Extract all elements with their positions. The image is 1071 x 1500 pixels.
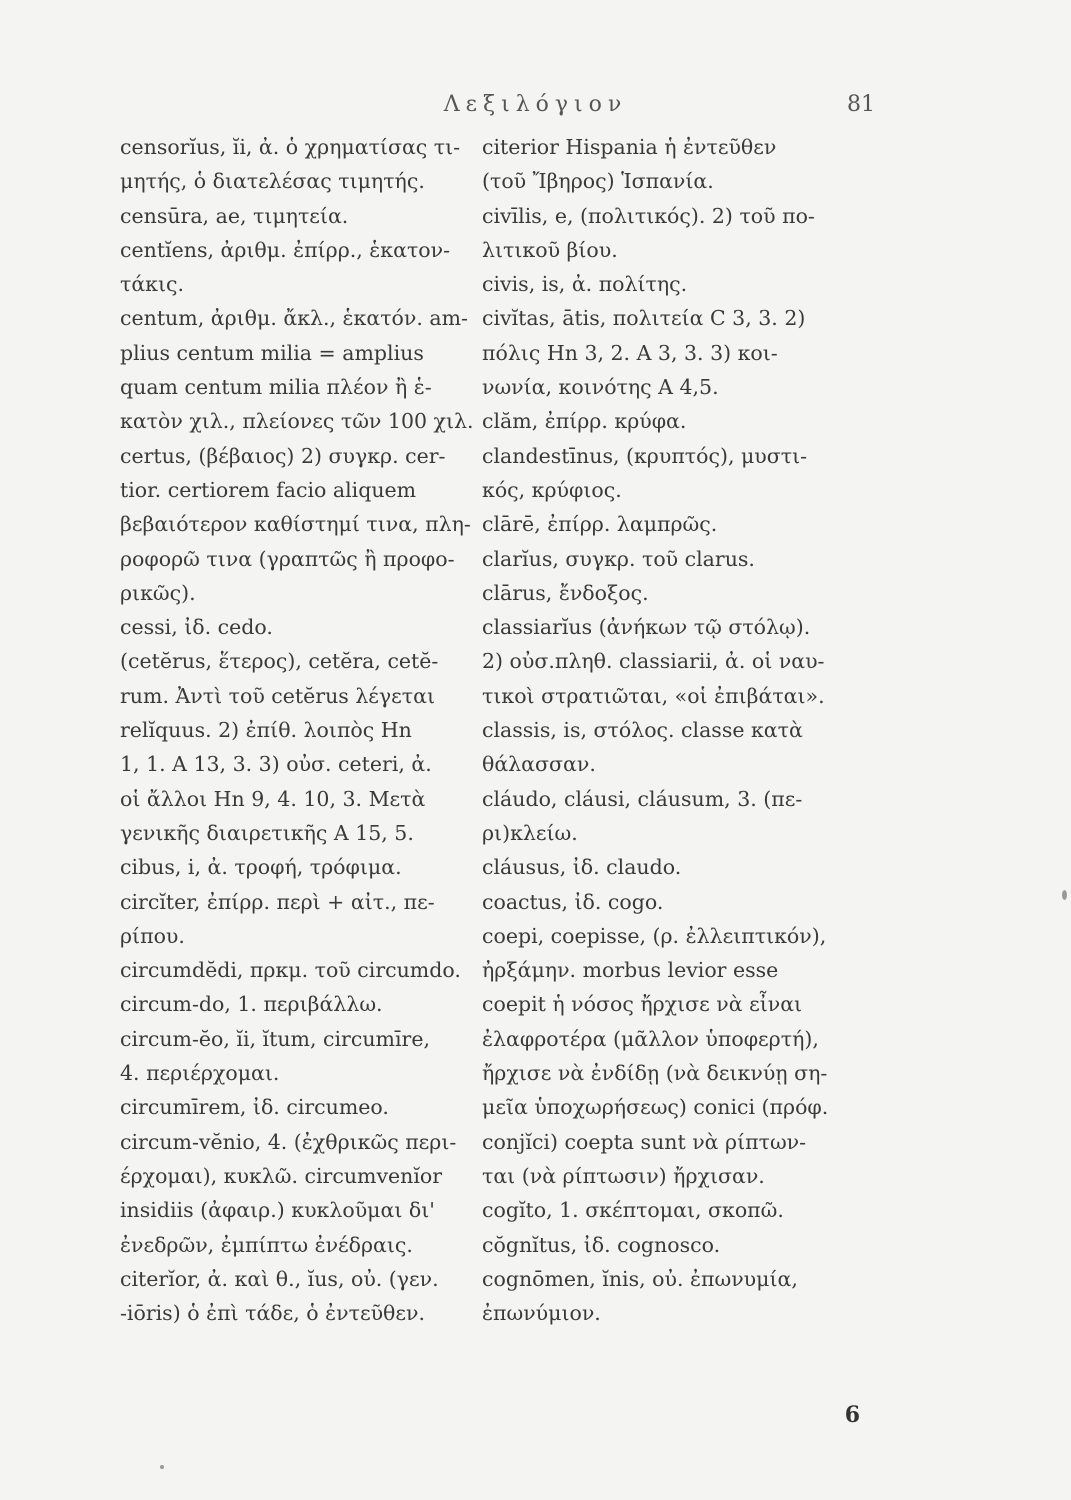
entry-line: ρικῶς). — [120, 580, 196, 605]
entry-line: μητής, ὁ διατελέσας τιμητής. — [120, 169, 425, 194]
running-title: Λεξιλόγιον — [443, 92, 628, 117]
entry-line: λιτικοῦ βίου. — [482, 237, 618, 262]
entry-line: cessi, ἰδ. cedo. — [120, 615, 273, 640]
entry-line: tior. certiorem facio aliquem — [120, 477, 417, 502]
entry-line: ἐπωνύμιον. — [482, 1301, 601, 1326]
entry-line: circum-do, 1. περιβάλλω. — [120, 992, 383, 1017]
entry-line: circumīrem, ἰδ. circumeo. — [120, 1095, 389, 1120]
entry-line: classiarĭus (ἀνήκων τῷ στόλῳ). — [482, 615, 811, 640]
entry-line: έρχομαι), κυκλῶ. circumvenĭor — [120, 1163, 443, 1188]
entry-line: τάκις. — [120, 272, 185, 297]
entry-line: coepit ἡ νόσος ἤρχισε νὰ εἶναι — [482, 992, 803, 1017]
entry-line: relĭquus. 2) ἐπίθ. λοιπὸς Hn — [120, 718, 412, 743]
entry-line: ἤρχισε νὰ ἐνδίδῃ (νὰ δεικνύῃ ση- — [482, 1061, 828, 1086]
entry-line: (τοῦ Ἴβηρος) Ἱσπανία. — [482, 169, 714, 194]
entry-line: ἐλαφροτέρα (μᾶλλον ὑποφερτή), — [482, 1026, 819, 1051]
entry-line: 1, 1. A 13, 3. 3) οὐσ. ceteri, ἀ. — [120, 752, 432, 777]
entry-line: cŏgnĭtus, ἰδ. cognosco. — [482, 1232, 721, 1257]
entry-line: ἠρξάμην. morbus levior esse — [482, 958, 779, 983]
entry-line: νωνία, κοινότης A 4,5. — [482, 375, 719, 400]
entry-line: 2) οὐσ.πληθ. classiarii, ἀ. οἱ ναυ- — [482, 649, 825, 674]
entry-line: cláusus, ἰδ. claudo. — [482, 855, 682, 880]
left-column — [120, 130, 474, 1330]
entry-line: κός, κρύφιος. — [482, 477, 622, 502]
entry-line: censūra, ae, τιμητεία. — [120, 203, 349, 228]
entry-line: citerĭor, ἀ. καὶ θ., ĭus, οὐ. (γεν. — [120, 1266, 439, 1291]
entry-line: civīlis, e, (πολιτικός). 2) τοῦ πο- — [482, 203, 815, 228]
entry-line: τικοὶ στρατιῶται, «οἱ ἐπιβάται». — [482, 683, 825, 708]
entry-line: classis, is, στόλος. classe κατὰ — [482, 718, 803, 743]
entry-line: insidiis (ἀφαιρ.) κυκλοῦμαι δι' — [120, 1198, 435, 1223]
entry-line: conjĭci) coepta sunt νὰ ρίπτων- — [482, 1129, 807, 1154]
entry-line: 4. περιέρχομαι. — [120, 1061, 280, 1086]
entry-line: coepi, coepisse, (ρ. ἐλλειπτικόν), — [482, 923, 827, 948]
entry-line: civĭtas, ātis, πολιτεία C 3, 3. 2) — [482, 306, 806, 331]
entry-line: coactus, ἰδ. cogo. — [482, 889, 664, 914]
right-column — [482, 130, 877, 1330]
entry-line: clārē, ἐπίρρ. λαμπρῶς. — [482, 512, 718, 537]
entry-line: (cetĕrus, ἕτερος), cetĕra, cetĕ- — [120, 649, 439, 674]
entry-line: κατὸν χιλ., πλείονες τῶν 100 χιλ. — [120, 409, 474, 434]
entry-line: πόλις Hn 3, 2. A 3, 3. 3) κοι- — [482, 340, 778, 365]
entry-line: cibus, i, ἀ. τροφή, τρόφιμα. — [120, 855, 402, 880]
entry-line: circum-ĕo, ĭi, ĭtum, circumīre, — [120, 1026, 430, 1051]
entry-line: centum, ἀριθμ. ἄκλ., ἑκατόν. am- — [120, 306, 468, 331]
entry-line: plius centum milia = amplius — [120, 340, 424, 365]
entry-line: civis, is, ἀ. πολίτης. — [482, 272, 688, 297]
entry-line: θάλασσαν. — [482, 752, 596, 777]
entry-line: ρίπου. — [120, 923, 185, 948]
entry-line: cogĭto, 1. σκέπτομαι, σκοπῶ. — [482, 1198, 784, 1223]
entry-line: circĭter, ἐπίρρ. περὶ + αἰτ., πε- — [120, 889, 435, 914]
entry-line: γενικῆς διαιρετικῆς A 15, 5. — [120, 820, 414, 845]
entry-line: clārus, ἔνδοξος. — [482, 580, 649, 605]
entry-line: οἱ ἄλλοι Hn 9, 4. 10, 3. Μετὰ — [120, 786, 426, 811]
entry-line: μεῖα ὑποχωρήσεως) conici (πρόφ. — [482, 1095, 829, 1120]
signature-mark: 6 — [844, 1402, 860, 1428]
entry-line: clarĭus, συγκρ. τοῦ clarus. — [482, 546, 755, 571]
entry-line: circum-vĕnio, 4. (ἐχθρικῶς περι- — [120, 1129, 457, 1154]
entry-line: ἐνεδρῶν, ἐμπίπτω ἐνέδραις. — [120, 1232, 413, 1257]
entry-line: censorĭus, ĭi, ἀ. ὁ χρηματίσας τι- — [120, 135, 461, 159]
entry-line: clandestīnus, (κρυπτός), μυστι- — [482, 443, 808, 468]
entry-line: ροφορῶ τινα (γραπτῶς ἢ προφο- — [120, 546, 455, 571]
page-number: 81 — [847, 92, 875, 117]
entry-line: rum. Ἀντὶ τοῦ cetĕrus λέγεται — [120, 683, 436, 708]
entry-line: citerior Hispania ἡ ἐντεῦθεν — [482, 135, 777, 159]
entry-line: centĭens, ἀριθμ. ἐπίρρ., ἑκατον- — [120, 237, 451, 262]
paper-speck — [160, 1465, 164, 1469]
entry-line: circumdĕdi, πρκμ. τοῦ circumdo. — [120, 958, 461, 983]
entry-line: -iōris) ὁ ἐπὶ τάδε, ὁ ἐντεῦθεν. — [120, 1301, 425, 1326]
entry-line: certus, (βέβαιος) 2) συγκρ. cer- — [120, 443, 446, 468]
entry-line: cognōmen, ĭnis, οὐ. ἐπωνυμία, — [482, 1266, 798, 1291]
entry-line: ρι)κλείω. — [482, 820, 578, 845]
entry-line: cláudo, cláusi, cláusum, 3. (πε- — [482, 786, 803, 811]
entry-line: quam centum milia πλέον ἢ ἑ- — [120, 375, 432, 400]
entry-line: clăm, ἐπίρρ. κρύφα. — [482, 409, 687, 434]
entry-line: βεβαιότερον καθίστημί τινα, πλη- — [120, 512, 471, 537]
paper-speck — [1062, 890, 1067, 900]
entry-line: ται (νὰ ρίπτωσιν) ἤρχισαν. — [482, 1163, 765, 1188]
